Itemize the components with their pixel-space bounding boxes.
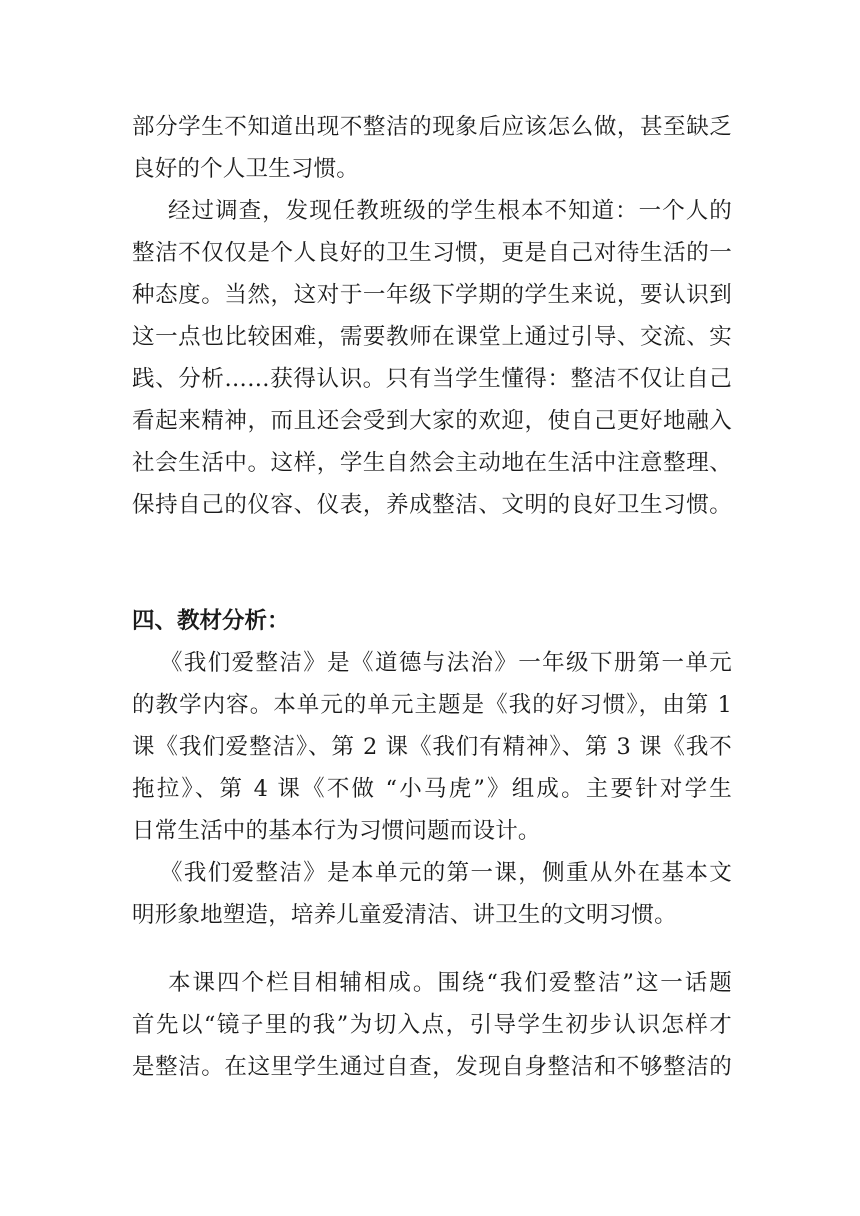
text-line: 种态度。当然，这对于一年级下学期的学生来说，要认识到 [132, 282, 732, 308]
text-line: 是整洁。在这里学生通过自查，发现自身整洁和不够整洁的 [132, 1054, 732, 1080]
paragraph-lesson-focus [132, 852, 732, 936]
text-line: 保持自己的仪容、仪表，养成整洁、文明的良好卫生习惯。 [132, 492, 732, 518]
text-line: 明形象地塑造，培养儿童爱清洁、讲卫生的文明习惯。 [132, 902, 677, 928]
text-line: 这一点也比较困难，需要教师在课堂上通过引导、交流、实 [132, 324, 732, 350]
paragraph-continuation [132, 106, 732, 190]
text-line: 良好的个人卫生习惯。 [132, 156, 360, 182]
paragraph-lesson-structure [132, 962, 732, 1088]
text-line: 整洁不仅仅是个人良好的卫生习惯，更是自己对待生活的一 [132, 240, 732, 266]
text-line: 社会生活中。这样，学生自然会主动地在生活中注意整理、 [132, 450, 732, 476]
text-line: 拖拉》、第 4 课《不做 “小马虎”》组成。主要针对学生 [132, 776, 732, 802]
text-line: 《我们爱整洁》是《道德与法治》一年级下册第一单元 [160, 650, 732, 676]
text-line: 课《我们爱整洁》、第 2 课《我们有精神》、第 3 课《我不 [132, 734, 732, 760]
text-line: 看起来精神，而且还会受到大家的欢迎，使自己更好地融入 [132, 408, 732, 434]
text-line: 的教学内容。本单元的单元主题是《我的好习惯》，由第 1 [132, 692, 732, 718]
text-line: 《我们爱整洁》是本单元的第一课，侧重从外在基本文 [160, 860, 732, 886]
section-heading: 四、教材分析： [132, 608, 290, 634]
text-line: 日常生活中的基本行为习惯问题而设计。 [132, 818, 541, 844]
text-line: 经过调查，发现任教班级的学生根本不知道：一个人的 [168, 198, 732, 224]
text-line: 践、分析……获得认识。只有当学生懂得：整洁不仅让自己 [132, 366, 732, 392]
text-line: 部分学生不知道出现不整洁的现象后应该怎么做，甚至缺乏 [132, 114, 732, 140]
text-line: 本课四个栏目相辅相成。围绕“我们爱整洁”这一话题 [168, 970, 732, 996]
text-line: 首先以“镜子里的我”为切入点，引导学生初步认识怎样才 [132, 1012, 732, 1038]
paragraph-textbook-intro [132, 642, 732, 852]
paragraph-survey [132, 190, 732, 526]
